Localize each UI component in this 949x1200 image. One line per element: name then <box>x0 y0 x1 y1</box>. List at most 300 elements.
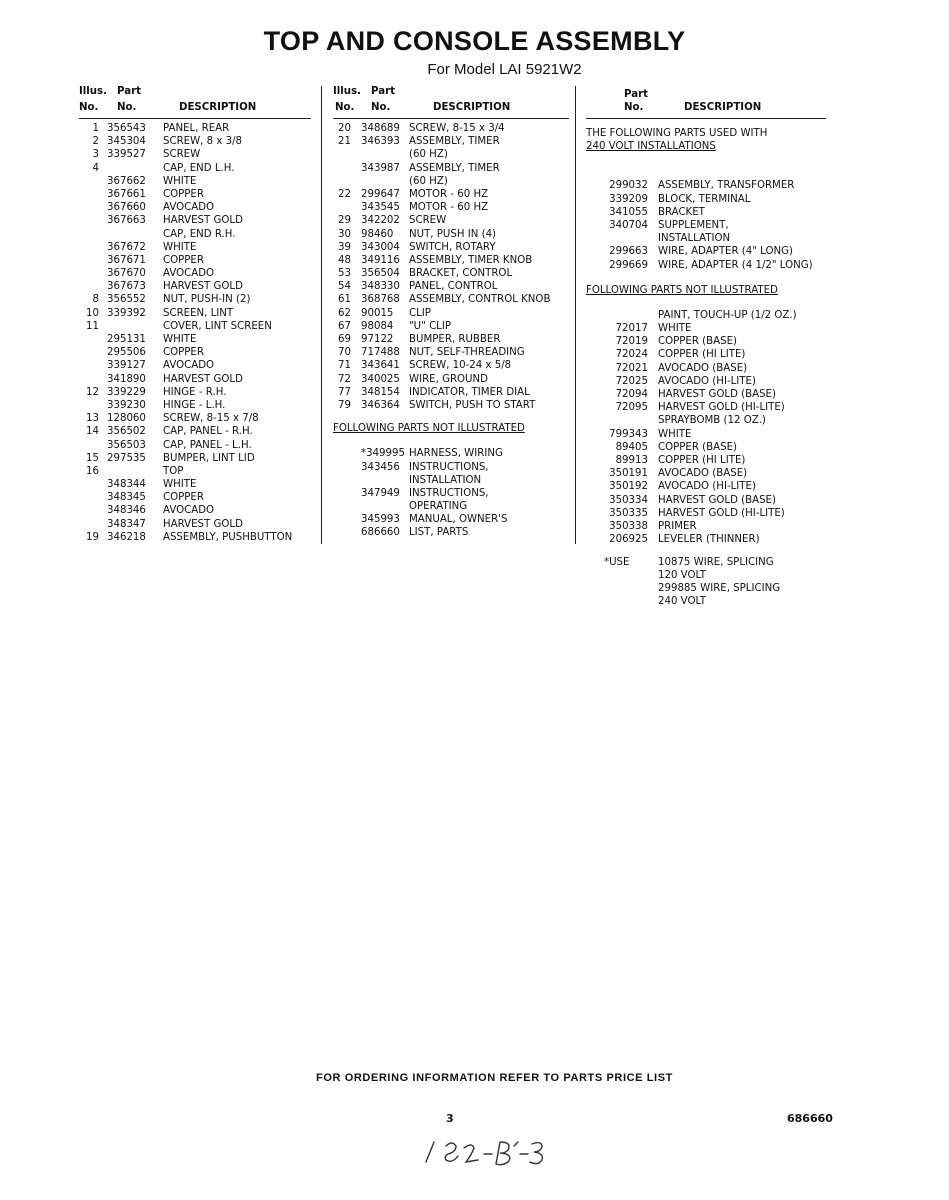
part-description: ASSEMBLY, TIMER KNOB <box>409 254 533 266</box>
column-divider-right <box>575 86 576 544</box>
parts-row <box>333 447 569 460</box>
handwritten-annotation <box>420 1134 550 1170</box>
part-description: COPPER <box>163 188 204 200</box>
parts-column-2 <box>333 84 569 540</box>
illus-number: 29 <box>338 215 351 227</box>
part-description: PANEL, CONTROL <box>409 281 498 293</box>
part-description: WIRE, ADAPTER (4 1/2" LONG) <box>658 259 813 271</box>
parts-row <box>79 214 311 227</box>
parts-row <box>586 454 826 467</box>
parts-row <box>79 412 311 425</box>
parts-list-2-not-illustrated <box>333 447 569 539</box>
part-description: INDICATOR, TIMER DIAL <box>409 386 530 398</box>
part-number: 341055 <box>609 206 648 218</box>
part-description: HARVEST GOLD <box>163 373 243 385</box>
use-note-label: *USE <box>604 557 630 569</box>
part-description: PRIMER <box>658 520 697 532</box>
parts-row <box>333 500 569 513</box>
part-number: 356543 <box>107 123 146 134</box>
model-subtitle: For Model LAI 5921W2 <box>427 61 582 78</box>
parts-row <box>586 428 826 441</box>
parts-row <box>586 322 826 335</box>
part-description: INSTRUCTIONS, <box>409 461 489 473</box>
part-number: 346364 <box>361 399 400 411</box>
part-number: 128060 <box>107 413 146 425</box>
part-number: 295131 <box>107 334 146 345</box>
part-description: SCREW, 8-15 x 7/8 <box>163 413 259 425</box>
part-number: 356503 <box>107 439 146 451</box>
part-description: HARVEST GOLD <box>163 215 243 227</box>
part-number: 350192 <box>609 481 648 493</box>
part-number: 341890 <box>107 373 146 385</box>
part-description: COPPER <box>163 254 204 266</box>
part-description: INSTRUCTIONS, <box>409 487 489 499</box>
part-description: "U" CLIP <box>409 320 452 332</box>
column-2-header <box>333 84 569 119</box>
part-header-label: Part <box>371 86 395 97</box>
part-description: SCREEN, LINT <box>163 307 234 319</box>
part-number: 350335 <box>609 507 648 519</box>
parts-list-3-not-illustrated <box>586 309 826 546</box>
part-number: 299669 <box>609 259 648 271</box>
illus-number: 21 <box>338 136 351 148</box>
parts-row <box>333 293 569 306</box>
use-note-line: 10875 WIRE, SPLICING <box>658 557 774 569</box>
part-description: MOTOR - 60 HZ <box>409 188 489 200</box>
use-note-line: 120 VOLT <box>658 570 706 582</box>
part-number: 339230 <box>107 399 146 411</box>
part-number: 89405 <box>615 441 648 453</box>
part-number: 367672 <box>107 241 146 253</box>
parts-row <box>586 533 826 546</box>
parts-row <box>79 122 311 135</box>
illus-no-header: No. <box>79 102 99 113</box>
part-description: HARVEST GOLD (HI-LITE) <box>658 402 785 414</box>
part-number: 348346 <box>107 505 146 517</box>
parts-row <box>79 188 311 201</box>
illus-number: 62 <box>338 307 351 319</box>
part-description: COPPER (HI LITE) <box>658 454 746 466</box>
parts-row <box>79 201 311 214</box>
part-number: 339127 <box>107 360 146 372</box>
parts-row <box>79 478 311 491</box>
description-header: DESCRIPTION <box>684 102 762 113</box>
part-description: WIRE, GROUND <box>409 373 488 385</box>
part-number: 343987 <box>361 162 400 174</box>
parts-row <box>586 401 826 414</box>
part-description: WHITE <box>163 334 197 345</box>
illus-header-label: Illus. <box>79 86 107 97</box>
parts-row <box>79 399 311 412</box>
part-description: HARNESS, WIRING <box>409 448 503 460</box>
illus-number: 22 <box>338 188 351 200</box>
part-number: 348330 <box>361 281 400 293</box>
parts-row <box>79 254 311 267</box>
part-number: 356504 <box>361 268 400 280</box>
parts-row <box>333 487 569 500</box>
240v-heading-line-1: THE FOLLOWING PARTS USED WITH <box>586 128 768 139</box>
part-description: LEVELER (THINNER) <box>658 534 760 546</box>
part-description: HARVEST GOLD (BASE) <box>658 389 776 401</box>
part-number: 295506 <box>107 347 146 359</box>
part-number: 367663 <box>107 215 146 227</box>
illus-number: 54 <box>338 281 351 293</box>
part-description: HARVEST GOLD <box>163 518 243 530</box>
illus-number: 11 <box>86 320 99 332</box>
part-number: 90015 <box>361 307 394 319</box>
parts-row <box>79 162 311 175</box>
illus-number: 79 <box>338 399 351 411</box>
use-note-line: 240 VOLT <box>658 596 706 608</box>
part-description: COPPER (HI LITE) <box>658 349 746 361</box>
parts-row <box>333 307 569 320</box>
part-description: PANEL, REAR <box>163 123 230 134</box>
illus-number: 70 <box>338 347 351 359</box>
parts-row <box>79 504 311 517</box>
parts-row <box>79 425 311 438</box>
part-description: AVOCADO <box>163 202 215 214</box>
part-no-header: No. <box>117 102 137 113</box>
parts-row <box>333 241 569 254</box>
parts-row <box>333 162 569 175</box>
part-number: 343641 <box>361 360 400 372</box>
parts-row <box>333 267 569 280</box>
illus-number: 20 <box>338 123 351 134</box>
parts-column-1 <box>79 84 311 544</box>
part-description: NUT, SELF-THREADING <box>409 347 525 359</box>
part-description: AVOCADO <box>163 505 215 517</box>
part-number: 367670 <box>107 268 146 280</box>
illus-number: 15 <box>86 452 99 464</box>
parts-row <box>79 135 311 148</box>
part-no-header: No. <box>624 102 644 113</box>
parts-row <box>79 293 311 306</box>
parts-row <box>333 346 569 359</box>
parts-row <box>333 373 569 386</box>
parts-row <box>79 148 311 161</box>
parts-row <box>333 320 569 333</box>
part-description: COPPER <box>163 347 204 359</box>
part-description: SWITCH, PUSH TO START <box>409 399 536 411</box>
document-number: 686660 <box>787 1112 833 1125</box>
parts-row <box>333 148 569 161</box>
parts-row <box>586 179 826 192</box>
part-description: (60 HZ) <box>409 149 448 161</box>
part-description: SCREW, 10-24 x 5/8 <box>409 360 512 372</box>
parts-row <box>79 531 311 544</box>
part-number: 297535 <box>107 452 146 464</box>
part-number: 367661 <box>107 188 146 200</box>
part-description: NUT, PUSH-IN (2) <box>163 294 251 306</box>
illus-number: 16 <box>86 465 99 477</box>
parts-row <box>79 465 311 478</box>
parts-row <box>586 507 826 520</box>
part-number: 343456 <box>361 461 400 473</box>
parts-row <box>586 259 826 272</box>
part-number: 97122 <box>361 334 394 345</box>
part-number: 368768 <box>361 294 400 306</box>
parts-row <box>333 333 569 346</box>
illus-number: 53 <box>338 268 351 280</box>
part-description: BUMPER, LINT LID <box>163 452 255 464</box>
illus-number: 69 <box>338 334 351 345</box>
part-description: WHITE <box>658 323 692 335</box>
parts-row <box>333 254 569 267</box>
part-number: 72021 <box>615 362 648 374</box>
part-description: HINGE - L.H. <box>163 399 226 411</box>
parts-row <box>333 228 569 241</box>
part-description: TOP <box>163 465 184 477</box>
not-illustrated-heading: FOLLOWING PARTS NOT ILLUSTRATED <box>333 423 525 435</box>
illus-number: 10 <box>86 307 99 319</box>
parts-row <box>333 188 569 201</box>
part-description: (60 HZ) <box>409 175 448 187</box>
part-description: AVOCADO (HI-LITE) <box>658 481 756 493</box>
parts-column-3 <box>586 84 826 612</box>
parts-row <box>333 461 569 474</box>
part-number: 346218 <box>107 531 146 543</box>
ordering-footer: FOR ORDERING INFORMATION REFER TO PARTS PRICE LIST <box>316 1072 673 1084</box>
part-description: WHITE <box>163 241 197 253</box>
parts-row <box>79 359 311 372</box>
illus-number: 72 <box>338 373 351 385</box>
parts-row <box>79 452 311 465</box>
not-illustrated-heading: FOLLOWING PARTS NOT ILLUSTRATED <box>586 284 778 296</box>
part-number: 340704 <box>609 219 648 231</box>
parts-row <box>586 362 826 375</box>
part-number: 350334 <box>609 494 648 506</box>
part-number: 98084 <box>361 320 394 332</box>
part-description: AVOCADO (HI-LITE) <box>658 375 756 387</box>
parts-row <box>79 267 311 280</box>
part-description: SCREW, 8-15 x 3/4 <box>409 123 505 134</box>
parts-row <box>333 359 569 372</box>
part-description: ASSEMBLY, CONTROL KNOB <box>409 294 551 306</box>
part-description: WHITE <box>658 428 692 440</box>
parts-row <box>79 241 311 254</box>
part-description: CLIP <box>409 307 431 319</box>
part-description: SCREW <box>163 149 201 161</box>
part-number: 72017 <box>615 323 648 335</box>
part-number: 717488 <box>361 347 400 359</box>
illus-number: 48 <box>338 254 351 266</box>
parts-row <box>586 335 826 348</box>
part-number: 350191 <box>609 468 648 480</box>
part-number: 799343 <box>609 428 648 440</box>
parts-list-1 <box>79 119 311 544</box>
part-description: AVOCADO <box>163 360 215 372</box>
parts-row <box>586 193 826 206</box>
parts-row <box>79 386 311 399</box>
part-description: MANUAL, OWNER'S <box>409 514 508 526</box>
parts-row <box>333 399 569 412</box>
part-number: 342202 <box>361 215 400 227</box>
illus-number: 67 <box>338 320 351 332</box>
part-description: SUPPLEMENT, <box>658 219 729 231</box>
part-number: 348689 <box>361 123 400 134</box>
description-header: DESCRIPTION <box>179 102 257 113</box>
part-number: 89913 <box>615 454 648 466</box>
parts-row <box>333 280 569 293</box>
parts-row <box>586 414 826 427</box>
part-description: LIST, PARTS <box>409 527 469 539</box>
part-description: OPERATING <box>409 501 468 513</box>
part-description: ASSEMBLY, PUSHBUTTON <box>163 531 293 543</box>
parts-row <box>333 526 569 539</box>
parts-row <box>79 346 311 359</box>
part-header-label: Part <box>117 86 141 97</box>
illus-number: 8 <box>92 294 99 306</box>
part-description: MOTOR - 60 HZ <box>409 202 489 214</box>
part-number: 299032 <box>609 180 648 192</box>
parts-row <box>333 474 569 487</box>
part-description: NUT, PUSH IN (4) <box>409 228 497 240</box>
part-description: ASSEMBLY, TRANSFORMER <box>658 180 795 192</box>
part-number: 367660 <box>107 202 146 214</box>
part-description: CAP, END L.H. <box>163 162 235 174</box>
illus-number: 2 <box>92 136 99 148</box>
part-number: 206925 <box>609 534 648 546</box>
parts-row <box>586 467 826 480</box>
part-number: 348154 <box>361 386 400 398</box>
part-description: ASSEMBLY, TIMER <box>409 162 500 174</box>
parts-row <box>79 518 311 531</box>
part-number: 340025 <box>361 373 400 385</box>
parts-row <box>79 320 311 333</box>
parts-row <box>79 333 311 346</box>
part-number: 356502 <box>107 426 146 438</box>
part-description: HARVEST GOLD <box>163 281 243 293</box>
part-description: INSTALLATION <box>658 233 731 245</box>
part-description: BRACKET, CONTROL <box>409 268 513 280</box>
illus-number: 3 <box>92 149 99 161</box>
parts-list-2 <box>333 119 569 412</box>
part-number: 367673 <box>107 281 146 293</box>
part-number: 72094 <box>615 389 648 401</box>
illus-number: 14 <box>86 426 99 438</box>
part-description: AVOCADO <box>163 268 215 280</box>
parts-row <box>79 280 311 293</box>
illus-number: 13 <box>86 413 99 425</box>
page-title: TOP AND CONSOLE ASSEMBLY <box>263 26 686 56</box>
parts-row <box>586 494 826 507</box>
part-number: 98460 <box>361 228 394 240</box>
part-description: SCREW, 8 x 3/8 <box>163 136 243 148</box>
part-number: 367662 <box>107 175 146 187</box>
part-description: AVOCADO (BASE) <box>658 468 748 480</box>
parts-row <box>586 245 826 258</box>
part-number: 348347 <box>107 518 146 530</box>
part-number: 345304 <box>107 136 146 148</box>
part-number: 72095 <box>615 402 648 414</box>
part-description: ASSEMBLY, TIMER <box>409 136 500 148</box>
parts-row <box>79 307 311 320</box>
illus-no-header: No. <box>335 102 355 113</box>
part-description: CAP, PANEL - R.H. <box>163 426 253 438</box>
part-number: 345993 <box>361 514 400 526</box>
part-description: CAP, PANEL - L.H. <box>163 439 252 451</box>
parts-row <box>586 520 826 533</box>
part-number: 72025 <box>615 375 648 387</box>
part-description: PAINT, TOUCH-UP (1/2 OZ.) <box>658 309 797 321</box>
parts-row <box>586 441 826 454</box>
part-number: 299663 <box>609 246 648 258</box>
part-description: BLOCK, TERMINAL <box>658 193 751 205</box>
part-description: COVER, LINT SCREEN <box>163 320 272 332</box>
part-number: 339527 <box>107 149 146 161</box>
parts-row <box>586 206 826 219</box>
part-number: 339392 <box>107 307 146 319</box>
column-3-header <box>586 84 826 119</box>
illus-number: 39 <box>338 241 351 253</box>
part-number: 350338 <box>609 520 648 532</box>
parts-row <box>586 348 826 361</box>
part-description: SCREW <box>409 215 447 227</box>
illus-header-label: Illus. <box>333 86 361 97</box>
parts-row <box>333 135 569 148</box>
part-number: *349995 <box>361 448 405 460</box>
parts-row <box>586 375 826 388</box>
part-description: SPRAYBOMB (12 OZ.) <box>658 415 766 427</box>
part-number: 346393 <box>361 136 400 148</box>
part-description: HARVEST GOLD (BASE) <box>658 494 776 506</box>
part-description: CAP, END R.H. <box>163 228 236 240</box>
part-description: COPPER (BASE) <box>658 336 737 348</box>
part-number: 343545 <box>361 202 400 214</box>
illus-number: 4 <box>92 162 99 174</box>
parts-row <box>586 388 826 401</box>
parts-row <box>333 386 569 399</box>
illus-number: 71 <box>338 360 351 372</box>
parts-row <box>79 491 311 504</box>
part-number: 343004 <box>361 241 400 253</box>
part-description: BRACKET <box>658 206 705 218</box>
parts-row <box>79 373 311 386</box>
part-description: BUMPER, RUBBER <box>409 334 501 345</box>
parts-row <box>333 122 569 135</box>
part-number: 339209 <box>609 193 648 205</box>
parts-row <box>333 214 569 227</box>
page-number: 3 <box>446 1112 454 1125</box>
part-number: 367671 <box>107 254 146 266</box>
parts-row <box>333 175 569 188</box>
parts-row <box>586 232 826 245</box>
part-number: 72019 <box>615 336 648 348</box>
parts-list-240v <box>586 179 826 271</box>
part-description: WHITE <box>163 175 197 187</box>
part-number: 347949 <box>361 487 400 499</box>
parts-row <box>333 513 569 526</box>
description-header: DESCRIPTION <box>433 102 511 113</box>
parts-row <box>333 201 569 214</box>
illus-number: 77 <box>338 386 351 398</box>
parts-row <box>79 228 311 241</box>
part-number: 299647 <box>361 188 400 200</box>
parts-row <box>586 219 826 232</box>
column-1-header <box>79 84 311 119</box>
illus-number: 12 <box>86 386 99 398</box>
column-divider-left <box>321 86 322 544</box>
use-note-line: 299885 WIRE, SPLICING <box>658 583 781 595</box>
illus-number: 19 <box>86 531 99 543</box>
240v-heading-line-2: 240 VOLT INSTALLATIONS <box>586 141 716 153</box>
parts-row <box>79 175 311 188</box>
part-description: HINGE - R.H. <box>163 386 227 398</box>
part-description: COPPER (BASE) <box>658 441 737 453</box>
part-description: AVOCADO (BASE) <box>658 362 748 374</box>
part-description: COPPER <box>163 492 204 504</box>
part-number: 356552 <box>107 294 146 306</box>
